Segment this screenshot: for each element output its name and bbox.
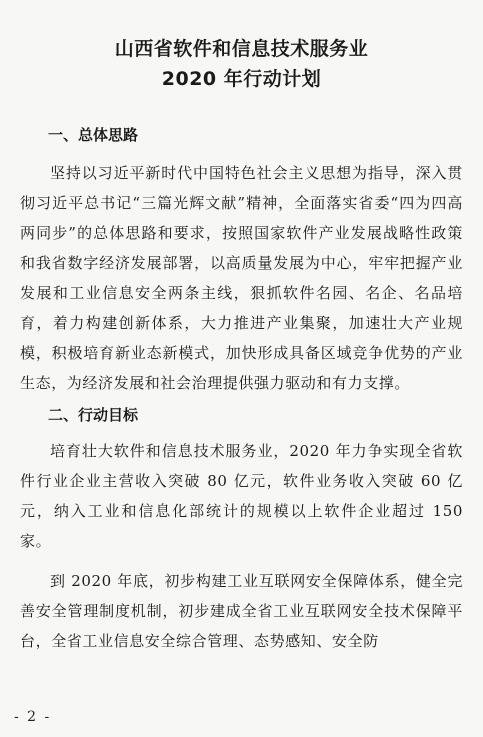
section2-heading: 二、行动目标 [48, 406, 139, 424]
page-number: - 2 - [14, 709, 52, 725]
section1-paragraph: 坚持以习近平新时代中国特色社会主义思想为指导，深入贯彻习近平总书记“三篇光辉文献”精神，全面落实省委“四为四高两同步”的总体思路和要求，按照国家软件产业发展战略性政策和我省数字经济发展部署，以高质量发展为中心，牢牢把握产业发展和工业信息安全两条主线，狠抓软件名园、名企、名品培育，着力构建创新体系，大力推进产业集聚，加速壮大产业规模，积极培育新业态新模式，加快形成具备区域竞争优势的产业生态，为经济发展和社会治理提供强力驱动和有力支撑。 [20, 164, 463, 392]
section1-heading: 一、总体思路 [48, 126, 139, 144]
document-title-line1: 山西省软件和信息技术服务业 [114, 38, 369, 60]
document-title-line2: 2020 年行动计划 [161, 68, 322, 90]
section2-paragraph-2: 到 2020 年底，初步构建工业互联网安全保障体系，健全完善安全管理制度机制，初步建成全省工业互联网安全技术保障平台，全省工业信息安全综合管理、态势感知、安全防 [20, 572, 463, 650]
section2-paragraph-1: 培育壮大软件和信息技术服务业，2020 年力争实现全省软件行业企业主营收入突破 80 亿元，软件业务收入突破 60 亿元，纳入工业和信息化部统计的规模以上软件企业超过 150 家。 [20, 442, 463, 550]
